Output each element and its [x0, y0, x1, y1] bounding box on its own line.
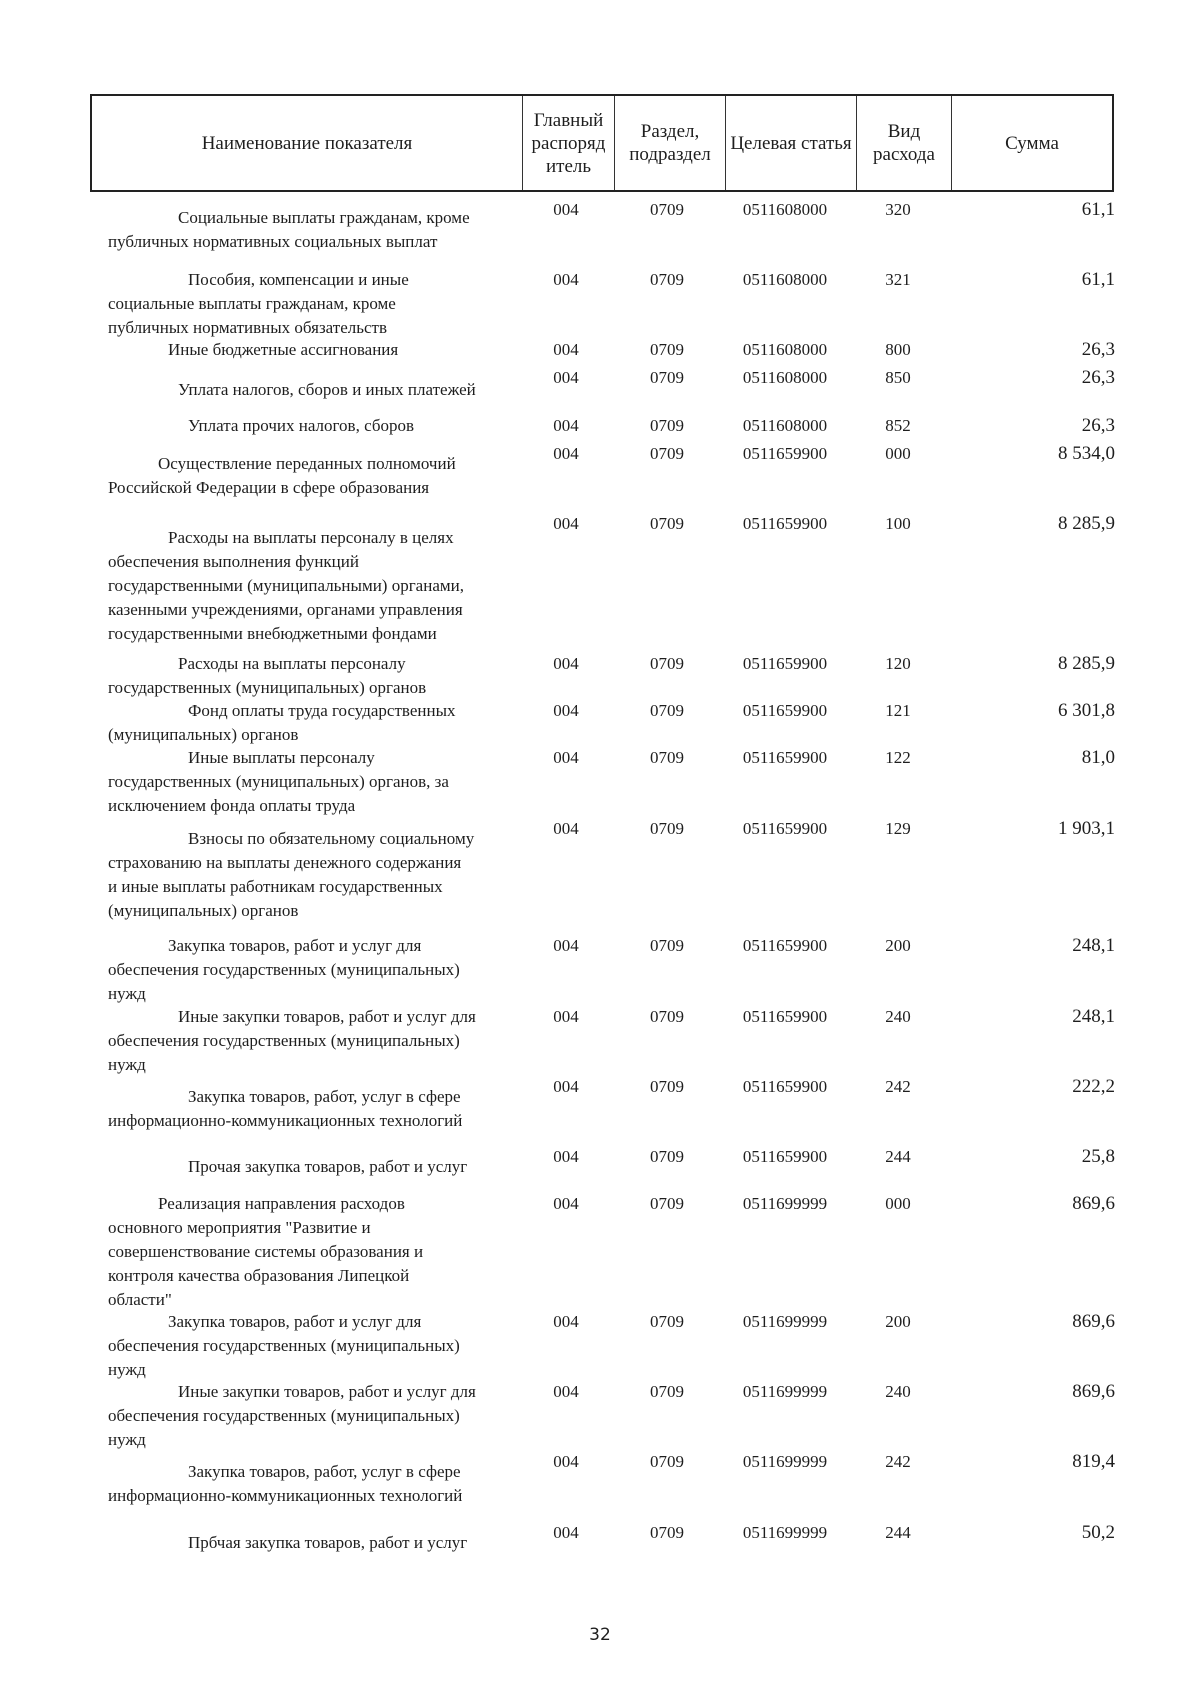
- row-glav: 004: [553, 368, 579, 387]
- row-razd: 0709: [650, 444, 684, 463]
- row-razd: 0709: [650, 1523, 684, 1542]
- row-razd: 0709: [650, 200, 684, 219]
- row-name-line: совершенствование системы образования и: [108, 1242, 424, 1261]
- row-name: [108, 268, 513, 340]
- header-glav: Главный распоряд итель: [522, 96, 614, 190]
- row-vid: 200: [885, 1312, 911, 1331]
- row-vid: 000: [885, 1194, 911, 1213]
- row-sum: 222,2: [1072, 1076, 1115, 1097]
- row-glav: 004: [553, 936, 579, 955]
- row-cel: 0511699999: [742, 1382, 828, 1401]
- row-vid: 850: [885, 368, 911, 387]
- row-sum: 8 534,0: [1058, 443, 1115, 464]
- row-name-line: обеспечения выполнения функций: [108, 552, 359, 571]
- row-sum: 869,6: [1072, 1193, 1115, 1214]
- row-name: [108, 338, 513, 362]
- row-sum: 61,1: [1081, 269, 1115, 290]
- row-name-line: исключением фонда оплаты труда: [108, 796, 356, 815]
- row-name-line: нужд: [108, 1055, 146, 1074]
- row-sum: 26,3: [1081, 339, 1115, 360]
- row-razd: 0709: [650, 1147, 684, 1166]
- row-name: [108, 1460, 513, 1508]
- row-cel: 0511659900: [742, 701, 828, 720]
- row-name-line: Взносы по обязательному социальному: [188, 829, 475, 848]
- row-vid: 240: [885, 1382, 911, 1401]
- row-name: [108, 1192, 513, 1312]
- row-razd: 0709: [650, 340, 684, 359]
- row-razd: 0709: [650, 514, 684, 533]
- row-name-line: казенными учреждениями, органами управления: [108, 600, 463, 619]
- row-vid: 129: [885, 819, 911, 838]
- table-header: [90, 94, 1114, 192]
- row-vid: 120: [885, 654, 911, 673]
- row-cel: 0511659900: [742, 514, 828, 533]
- row-sum: 6 301,8: [1058, 700, 1115, 721]
- row-glav: 004: [553, 748, 579, 767]
- row-glav: 004: [553, 1312, 579, 1331]
- row-vid: 100: [885, 514, 911, 533]
- row-name-line: Прбчая закупка товаров, работ и услуг: [188, 1533, 468, 1552]
- row-cel: 0511608000: [742, 270, 828, 289]
- row-glav: 004: [553, 1382, 579, 1401]
- row-sum: 819,4: [1072, 1451, 1115, 1472]
- row-name: [108, 934, 513, 1006]
- row-name-line: государственных (муниципальных) органов: [108, 678, 427, 697]
- row-glav: 004: [553, 514, 579, 533]
- row-glav: 004: [553, 416, 579, 435]
- row-vid: 242: [885, 1077, 911, 1096]
- row-name-line: Иные закупки товаров, работ и услуг для: [178, 1382, 476, 1401]
- row-glav: 004: [553, 200, 579, 219]
- row-razd: 0709: [650, 1452, 684, 1471]
- row-cel: 0511699999: [742, 1194, 828, 1213]
- row-name: [108, 1531, 513, 1555]
- row-sum: 26,3: [1081, 415, 1115, 436]
- row-name-line: Реализация направления расходов: [158, 1194, 405, 1213]
- row-name-line: Российской Федерации в сфере образования: [108, 478, 430, 497]
- row-name-line: контроля качества образования Липецкой: [108, 1266, 410, 1285]
- row-name: [108, 1310, 513, 1382]
- row-name-line: Закупка товаров, работ и услуг для: [168, 936, 422, 955]
- row-sum: 25,8: [1081, 1146, 1115, 1167]
- row-name-line: Закупка товаров, работ и услуг для: [168, 1312, 422, 1331]
- row-name-line: обеспечения государственных (муниципальных): [108, 1406, 460, 1425]
- row-cel: 0511659900: [742, 654, 828, 673]
- row-name: [108, 526, 513, 646]
- page-number: 32: [589, 1625, 611, 1645]
- row-name-line: государственными внебюджетными фондами: [108, 624, 437, 643]
- row-vid: 200: [885, 936, 911, 955]
- row-glav: 004: [553, 444, 579, 463]
- header-cel: Целевая статья: [725, 96, 856, 190]
- row-name-line: Иные выплаты персоналу: [188, 748, 375, 767]
- row-sum: 248,1: [1072, 935, 1115, 956]
- row-name-line: основного мероприятия "Развитие и: [108, 1218, 371, 1237]
- row-name-line: Осуществление переданных полномочий: [158, 454, 456, 473]
- row-name-line: Социальные выплаты гражданам, кроме: [178, 208, 470, 227]
- row-name: [108, 452, 513, 500]
- row-name: [108, 378, 513, 402]
- row-vid: 800: [885, 340, 911, 359]
- row-name-line: (муниципальных) органов: [108, 725, 299, 744]
- row-name-line: страхованию на выплаты денежного содержания: [108, 853, 462, 872]
- header-vid: Вид расхода: [856, 96, 951, 190]
- row-cel: 0511608000: [742, 200, 828, 219]
- row-name: [108, 206, 513, 254]
- row-cel: 0511659900: [742, 1147, 828, 1166]
- row-razd: 0709: [650, 1194, 684, 1213]
- row-glav: 004: [553, 1007, 579, 1026]
- row-vid: 000: [885, 444, 911, 463]
- row-cel: 0511699999: [742, 1452, 828, 1471]
- row-cel: 0511659900: [742, 1077, 828, 1096]
- row-name-line: обеспечения государственных (муниципальных): [108, 1336, 460, 1355]
- row-sum: 248,1: [1072, 1006, 1115, 1027]
- row-cel: 0511659900: [742, 819, 828, 838]
- row-cel: 0511608000: [742, 416, 828, 435]
- row-sum: 8 285,9: [1058, 653, 1115, 674]
- header-name: Наименование показателя: [201, 132, 413, 154]
- row-name-line: информационно-коммуникационных технологий: [108, 1111, 463, 1130]
- row-sum: 869,6: [1072, 1381, 1115, 1402]
- row-razd: 0709: [650, 701, 684, 720]
- row-name-line: области": [108, 1290, 172, 1309]
- row-name-line: Уплата налогов, сборов и иных платежей: [178, 380, 476, 399]
- row-name-line: социальные выплаты гражданам, кроме: [108, 294, 396, 313]
- row-name: [108, 746, 513, 818]
- row-glav: 004: [553, 1147, 579, 1166]
- row-razd: 0709: [650, 1077, 684, 1096]
- row-razd: 0709: [650, 936, 684, 955]
- row-name-line: публичных нормативных обязательств: [108, 318, 387, 337]
- row-cel: 0511659900: [742, 444, 828, 463]
- row-name: [108, 827, 513, 923]
- row-razd: 0709: [650, 1007, 684, 1026]
- row-razd: 0709: [650, 654, 684, 673]
- row-name-line: Иные закупки товаров, работ и услуг для: [178, 1007, 476, 1026]
- row-name: [108, 1155, 513, 1179]
- row-name-line: Закупка товаров, работ, услуг в сфере: [188, 1087, 461, 1106]
- row-vid: 320: [885, 200, 911, 219]
- row-name: [108, 1085, 513, 1133]
- row-vid: 321: [885, 270, 911, 289]
- row-vid: 244: [885, 1147, 911, 1166]
- row-name-line: Расходы на выплаты персоналу в целях: [168, 528, 454, 547]
- row-name: [108, 699, 513, 747]
- row-name-line: Иные бюджетные ассигнования: [168, 340, 399, 359]
- row-razd: 0709: [650, 270, 684, 289]
- row-name-line: государственными (муниципальными) органами,: [108, 576, 464, 595]
- row-razd: 0709: [650, 819, 684, 838]
- row-glav: 004: [553, 270, 579, 289]
- row-name-line: Фонд оплаты труда государственных: [188, 701, 456, 720]
- row-sum: 61,1: [1081, 199, 1115, 220]
- row-name-line: обеспечения государственных (муниципальных): [108, 1031, 460, 1050]
- row-cel: 0511699999: [742, 1312, 828, 1331]
- row-name-line: государственных (муниципальных) органов, за: [108, 772, 449, 791]
- row-sum: 81,0: [1081, 747, 1115, 768]
- row-glav: 004: [553, 340, 579, 359]
- row-cel: 0511659900: [742, 748, 828, 767]
- row-glav: 004: [553, 819, 579, 838]
- row-razd: 0709: [650, 416, 684, 435]
- row-name-line: нужд: [108, 1360, 146, 1379]
- row-razd: 0709: [650, 748, 684, 767]
- row-razd: 0709: [650, 368, 684, 387]
- row-sum: 869,6: [1072, 1311, 1115, 1332]
- row-cel: 0511659900: [742, 1007, 828, 1026]
- row-vid: 121: [885, 701, 911, 720]
- row-vid: 242: [885, 1452, 911, 1471]
- row-vid: 240: [885, 1007, 911, 1026]
- row-name-line: нужд: [108, 1430, 146, 1449]
- row-glav: 004: [553, 701, 579, 720]
- row-name-line: Пособия, компенсации и иные: [188, 270, 409, 289]
- row-name: [108, 1380, 513, 1452]
- row-razd: 0709: [650, 1312, 684, 1331]
- row-vid: 244: [885, 1523, 911, 1542]
- row-name: [108, 652, 513, 700]
- row-glav: 004: [553, 654, 579, 673]
- row-name-line: (муниципальных) органов: [108, 901, 299, 920]
- row-name-line: публичных нормативных социальных выплат: [108, 232, 438, 251]
- row-name-line: нужд: [108, 984, 146, 1003]
- row-name: [108, 414, 513, 438]
- row-name: [108, 1005, 513, 1077]
- header-sum: Сумма: [951, 96, 1112, 190]
- row-name-line: Прочая закупка товаров, работ и услуг: [188, 1157, 468, 1176]
- row-name-line: Расходы на выплаты персоналу: [178, 654, 406, 673]
- row-sum: 8 285,9: [1058, 513, 1115, 534]
- row-name-line: обеспечения государственных (муниципальных): [108, 960, 460, 979]
- row-cel: 0511608000: [742, 340, 828, 359]
- row-vid: 122: [885, 748, 911, 767]
- row-sum: 1 903,1: [1058, 818, 1115, 839]
- row-sum: 26,3: [1081, 367, 1115, 388]
- header-razd: Раздел, подраздел: [614, 96, 725, 190]
- row-sum: 50,2: [1081, 1522, 1115, 1543]
- row-glav: 004: [553, 1523, 579, 1542]
- row-glav: 004: [553, 1452, 579, 1471]
- row-glav: 004: [553, 1194, 579, 1213]
- row-cel: 0511699999: [742, 1523, 828, 1542]
- row-name-line: и иные выплаты работникам государственных: [108, 877, 443, 896]
- row-glav: 004: [553, 1077, 579, 1096]
- row-name-line: Закупка товаров, работ, услуг в сфере: [188, 1462, 461, 1481]
- row-razd: 0709: [650, 1382, 684, 1401]
- row-cel: 0511659900: [742, 936, 828, 955]
- row-cel: 0511608000: [742, 368, 828, 387]
- row-vid: 852: [885, 416, 911, 435]
- row-name-line: информационно-коммуникационных технологий: [108, 1486, 463, 1505]
- row-name-line: Уплата прочих налогов, сборов: [188, 416, 414, 435]
